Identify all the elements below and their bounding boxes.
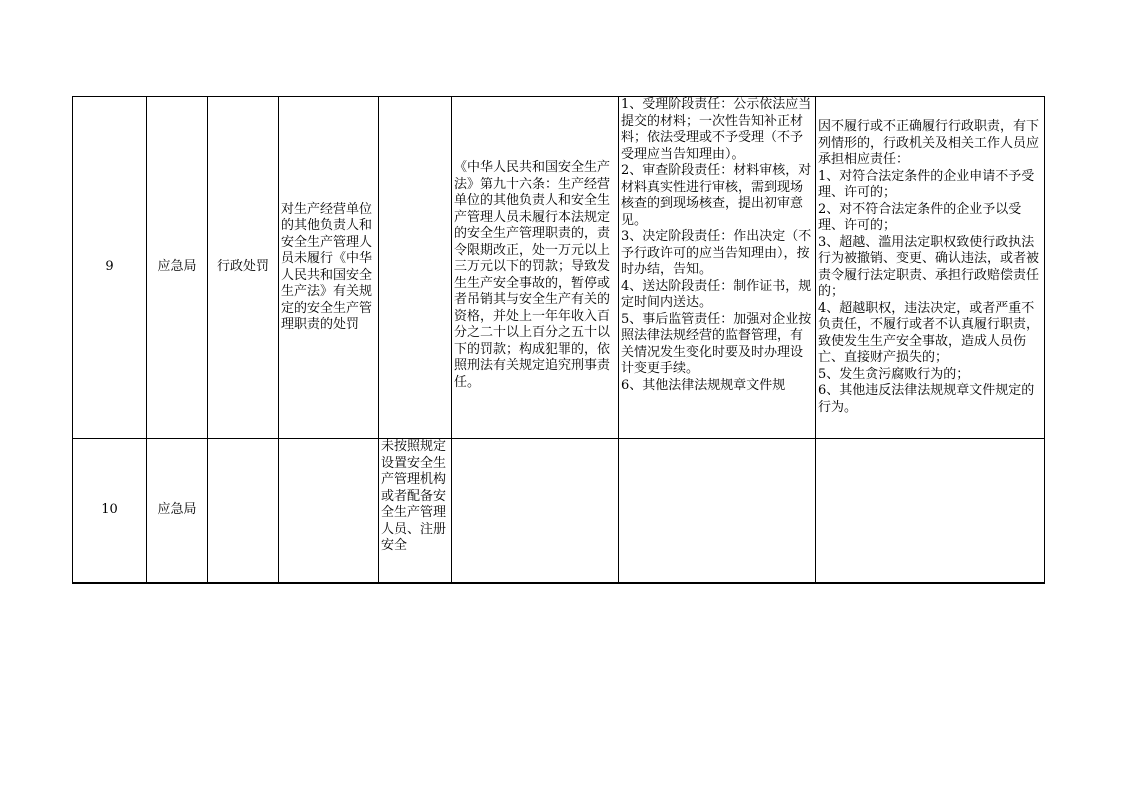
- row-number: 10: [73, 439, 147, 584]
- sub-item-cell: 未按照规定设置安全生产管理机构或者配备安全生产管理人员、注册安全: [379, 439, 452, 584]
- department-cell: 应急局: [147, 439, 208, 584]
- responsibility-cell: 1、受理阶段责任：公示依法应当提交的材料；一次性告知补正材料；依法受理或不予受理（不予受理应当告知理由）。 2、审查阶段责任：材料审核，对材料真实性进行审核，需到现场核查的到现场核查，提出初审意见。 3、决定阶段责任：作出决定（不予行政许可的应当告知理由），按时办结，告知。 4、送达阶段责任：制作证书，规定时间内送达。 5、事后监管责任：加强对企业按照法律法规经营的监督管理，有关情况发生变化时要及时办理设计变更手续。 6、其他法律法规规章文件规: [619, 97, 816, 439]
- table-row: [73, 97, 1045, 439]
- department-cell: 应急局: [147, 97, 208, 439]
- responsibility-cell: [619, 439, 816, 584]
- row-number: 9: [73, 97, 147, 439]
- legal-basis-text: 《中华人民共和国安全生产法》第九十六条：生产经营单位的其他负责人和安全生产管理人员未履行本法规定的安全生产管理职责的，责令限期改正，处一万元以上三万元以下的罚款；导致发生生产安全事故的，暂停或者吊销其与安全生产有关的资格，并处上一年年收入百分之二十以上百分之五十以下的罚款；构成犯罪的，依照刑法有关规定追究刑事责任。: [454, 160, 611, 390]
- table-row: [73, 439, 1045, 584]
- legal-basis-cell: [452, 97, 619, 439]
- legal-basis-cell: [452, 439, 619, 584]
- accountability-cell: [816, 439, 1045, 584]
- power-list-table: [72, 96, 1045, 584]
- item-name-cell: [279, 439, 379, 584]
- item-name-cell: 对生产经营单位的其他负责人和安全生产管理人员未履行《中华人民共和国安全生产法》有关规定的安全生产管理职责的处罚: [279, 97, 379, 439]
- accountability-cell: 因不履行或不正确履行行政职责，有下列情形的，行政机关及相关工作人员应承担相应责任： 1、对符合法定条件的企业申请不予受理、许可的； 2、对不符合法定条件的企业予以受理、许可的； 3、超越、滥用法定职权致使行政执法行为被撤销、变更、确认违法，或者被责令履行法定职责、承担行政赔偿责任的； 4、超越职权，违法决定，或者严重不负责任，不履行或者不认真履行职责，致使发生生产安全事故，造成人员伤亡、直接财产损失的； 5、发生贪污腐败行为的； 6、其他违反法律法规规章文件规定的行为。: [816, 97, 1045, 439]
- category-cell: [208, 439, 279, 584]
- category-cell: 行政处罚: [208, 97, 279, 439]
- sub-item-cell: [379, 97, 452, 439]
